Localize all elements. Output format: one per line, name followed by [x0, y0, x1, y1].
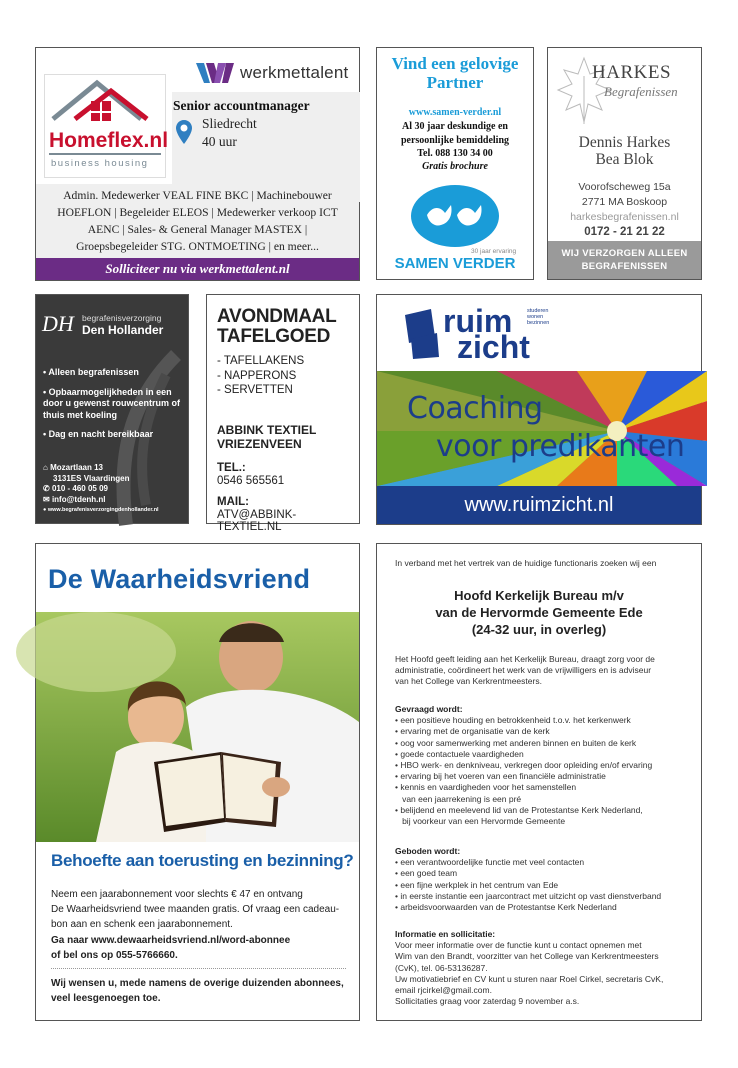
footer-line: veel leesgenoegen toe.	[51, 993, 161, 1004]
list-item: - NAPPERONS	[217, 369, 297, 382]
waarheidsvriend-footer	[51, 976, 351, 1006]
samen-verder-years: 30 jaar ervaring	[471, 248, 517, 255]
harkes-address	[548, 180, 701, 240]
email[interactable]: info@tdenh.nl	[51, 494, 106, 504]
apply-link[interactable]: Solliciteer nu via werkmettalent.nl	[36, 258, 359, 280]
ruimzicht-headline2: voor predikanten	[436, 429, 685, 464]
waarheidsvriend-ad	[35, 543, 360, 1021]
list-item: • een positieve houding en betrokkenheid t.o.v. het kerkenwerk	[395, 715, 631, 726]
globe-icon: ●	[43, 507, 48, 514]
homeflex-logo	[44, 74, 169, 178]
desc-line: persoonlijke bemiddeling	[400, 134, 510, 146]
werkmettalent-logo	[196, 60, 348, 86]
list-item: • HBO werk- en denkniveau, verkregen door opleiding en/of ervaring	[395, 760, 653, 771]
desc-line: administratie, coördineert het werk van de vrijwilligers en is adviseur	[395, 665, 652, 676]
ruimzicht-logo-line1: ruim	[443, 303, 513, 339]
ruimzicht-url[interactable]: www.ruimzicht.nl	[377, 486, 701, 524]
ruimzicht-logo-line2: zicht	[457, 329, 530, 365]
list-item: • Alleen begrafenissen	[43, 367, 139, 377]
harkes-name: HARKES	[592, 62, 672, 83]
avondmaal-items	[217, 354, 304, 398]
street: Voorofscheweg 15a	[578, 181, 671, 193]
section-header: Gevraagd wordt:	[395, 704, 463, 714]
ruimzicht-headline1: Coaching	[407, 391, 543, 426]
roles-line: HOEFLON | Begeleider ELEOS | Medewerker verkoop ICT	[57, 206, 338, 219]
dh-contact	[43, 463, 159, 516]
email-icon: ✉	[43, 494, 52, 504]
job-title: Senior accountmanager	[173, 98, 310, 113]
city: 2771 MA Boskoop	[581, 196, 668, 208]
tel-label: TEL.:	[217, 462, 246, 474]
roles-line: Admin. Medewerker VEAL FINE BKC | Machinebouwer	[63, 189, 332, 202]
list-item: • een goed team	[395, 868, 458, 879]
avondmaal-ad	[206, 294, 360, 533]
list-item: • in eerste instantie een jaarcontract met uitzicht op vast dienstverband	[395, 890, 662, 901]
dh-logo-line2: Den Hollander	[82, 323, 164, 337]
info-line: (CvK), tel. 06-53136287.	[395, 962, 488, 973]
info-line: Wim van den Brandt, voorzitter van het College van Kerkrentmeesters	[395, 951, 659, 962]
roles-line: AENC | Sales- & General Manager MASTEX |	[87, 223, 308, 236]
list-item: • Dag en nacht bereikbaar	[43, 429, 154, 439]
avondmaal-title	[217, 307, 336, 347]
father-daughter-reading-photo	[36, 612, 359, 842]
harkes-slogan	[548, 241, 701, 279]
dh-logo-line1: begrafenisverzorging	[82, 313, 162, 323]
desc-line: van het College van Kerkrentmeesters.	[395, 676, 542, 687]
tel-value: 0546 565561	[217, 475, 285, 487]
list-item: • arbeidsvoorwaarden van de Protestantse Kerk Nederland	[395, 902, 617, 913]
harkes-persons	[548, 134, 701, 168]
tag-line: studeren	[527, 308, 549, 314]
harkes-ad	[547, 47, 702, 280]
tag-line: wonen	[527, 314, 544, 320]
title-line: AVONDMAAL	[217, 306, 337, 327]
svg-text:DH: DH	[42, 311, 74, 336]
list-item: van een jaarrekening is een pré	[395, 793, 522, 804]
section-header: Geboden wordt:	[395, 846, 461, 856]
list-item: • Opbaarmogelijkheden in een door u gewenst rouwcentrum of thuis met koeling	[43, 386, 181, 420]
doves-icon	[411, 185, 499, 247]
waarheidsvriend-title: De Waarheidsvriend	[48, 564, 311, 594]
address: Mozartlaan 13	[50, 463, 103, 472]
list-item: • een fijne werkplek in het centrum van Ede	[395, 879, 559, 890]
person-name: Dennis Harkes	[578, 134, 671, 151]
waarheidsvriend-question: Behoefte aan toerusting en bezinning?	[51, 851, 354, 870]
vacancy-offer	[395, 846, 695, 913]
info-line: Uw motivatiebrief en CV kunt u sturen naar Roel Cirkel, secretaris CvK,	[395, 973, 664, 984]
waarheidsvriend-body	[51, 887, 351, 963]
list-item: • ervaring met de organisatie van de kerk	[395, 726, 550, 737]
body-line: bon aan en schenk een jaarabonnement.	[51, 919, 233, 931]
tag-line: bezinnen	[527, 320, 550, 326]
slogan-line: BEGRAFENISSEN	[581, 261, 668, 272]
list-item: • oog voor samenwerking met anderen binnen en buiten de kerk	[395, 737, 637, 748]
samen-verder-url[interactable]: www.samen-verder.nl	[408, 107, 502, 118]
phone-icon: ✆	[43, 484, 52, 494]
phone: 0172 - 21 21 22	[584, 226, 665, 238]
job-location: Sliedrecht	[202, 116, 257, 131]
ruimzicht-ad	[376, 294, 702, 525]
list-item: • goede contactuele vaardigheden	[395, 748, 524, 759]
footer-line: Wij wensen u, mede namens de overige duizenden abonnees,	[51, 978, 344, 989]
info-line: Sollicitaties graag voor zaterdag 9 november a.s.	[395, 996, 580, 1007]
vacancy-requirements	[395, 704, 695, 827]
title-line: (24-32 uur, in overleg)	[471, 622, 607, 637]
job-roles-list	[36, 184, 359, 258]
person-name: Bea Blok	[595, 151, 654, 168]
ruimzicht-logo-icon	[401, 309, 441, 359]
list-item: • ervaring bij het voeren van een financiële administratie	[395, 771, 606, 782]
werkmettalent-brand: werkmettalent	[240, 63, 349, 82]
email-line[interactable]: email rjcirkel@gmail.com.	[395, 985, 492, 996]
samen-verder-title: Vind een gelovige Partner	[391, 54, 519, 92]
list-item: • kennis en vaardigheden voor het samenstellen	[395, 782, 577, 793]
company-line: VRIEZENVEEN	[217, 437, 302, 451]
dh-monogram-icon	[42, 309, 78, 337]
info-line: Voor meer informatie over de functie kunt u contact opnemen met	[395, 940, 642, 951]
body-line: Neem een jaarabonnement voor slechts € 47 en ontvang	[51, 889, 303, 900]
website[interactable]: www.begrafenisverzorgingdenhollander.nl	[47, 507, 159, 514]
title-line: van de Hervormde Gemeente Ede	[435, 605, 643, 620]
phone-line: of bel ons op 055-5766660.	[51, 949, 178, 961]
body-line: De Waarheidsvriend twee maanden gratis. Of vraag een cadeau-	[51, 904, 340, 916]
homeflex-logo-text: Homeflex.nl	[49, 129, 169, 152]
ruimzicht-tagline	[527, 308, 549, 326]
website[interactable]: harkesbegrafenissen.nl	[570, 211, 679, 223]
desc-line: Al 30 jaar deskundige en	[402, 121, 508, 132]
location-pin-icon	[176, 120, 192, 149]
mail-value[interactable]: ATV@ABBINK-TEXTIEL.NL	[217, 509, 297, 533]
mail-label: MAIL:	[217, 496, 249, 508]
divider	[51, 968, 346, 969]
avondmaal-company	[217, 423, 316, 451]
vacancy-title	[377, 587, 701, 638]
list-item: - SERVETTEN	[217, 384, 293, 396]
list-item: - TAFELLAKENS	[217, 355, 305, 367]
vacancy-ad	[376, 543, 702, 1021]
samen-verder-free: Gratis brochure	[422, 161, 488, 172]
werkmettalent-ad	[35, 47, 360, 281]
phone: 010 - 460 05 09	[51, 484, 108, 494]
company-line: ABBINK TEXTIEL	[217, 423, 317, 437]
title-line: Hoofd Kerkelijk Bureau m/v	[454, 588, 624, 603]
section-header: Informatie en sollicitatie:	[395, 929, 496, 939]
vacancy-intro: In verband met het vertrek van de huidige functionaris zoeken wij een	[395, 558, 657, 568]
list-item: bij voorkeur van een Hervormde Gemeente	[395, 816, 566, 827]
roles-line: Groepsbegeleider STG. ONTMOETING | en meer...	[76, 240, 319, 253]
samen-verder-ad	[376, 47, 534, 280]
homeflex-logo-sub: business housing	[51, 158, 149, 169]
title-line: TAFELGOED	[217, 326, 331, 347]
samen-verder-desc	[377, 120, 533, 161]
vacancy-description	[395, 654, 695, 688]
list-item: • een verantwoordelijke functie met veel contacten	[395, 857, 585, 868]
desc-line: Het Hoofd geeft leiding aan het Kerkelijk Bureau, draagt zorg voor de	[395, 654, 655, 664]
desc-line: Tel. 088 130 34 00	[417, 148, 493, 159]
den-hollander-ad	[35, 294, 189, 524]
vacancy-contact	[395, 929, 695, 1007]
list-item: • belijdend en meelevend lid van de Protestantse Kerk Nederland,	[395, 804, 643, 815]
harkes-subtitle: Begrafenissen	[604, 84, 678, 99]
slogan-line: WIJ VERZORGEN ALLEEN	[561, 248, 688, 259]
subscribe-link[interactable]: Ga naar www.dewaarheidsvriend.nl/word-abonnee	[51, 934, 291, 946]
dh-bullets	[43, 367, 188, 449]
samen-verder-brand: SAMEN VERDER	[394, 255, 516, 272]
city: 3131ES Vlaardingen	[53, 473, 130, 483]
job-hours: 40 uur	[202, 134, 237, 149]
home-icon: ⌂	[43, 463, 51, 472]
